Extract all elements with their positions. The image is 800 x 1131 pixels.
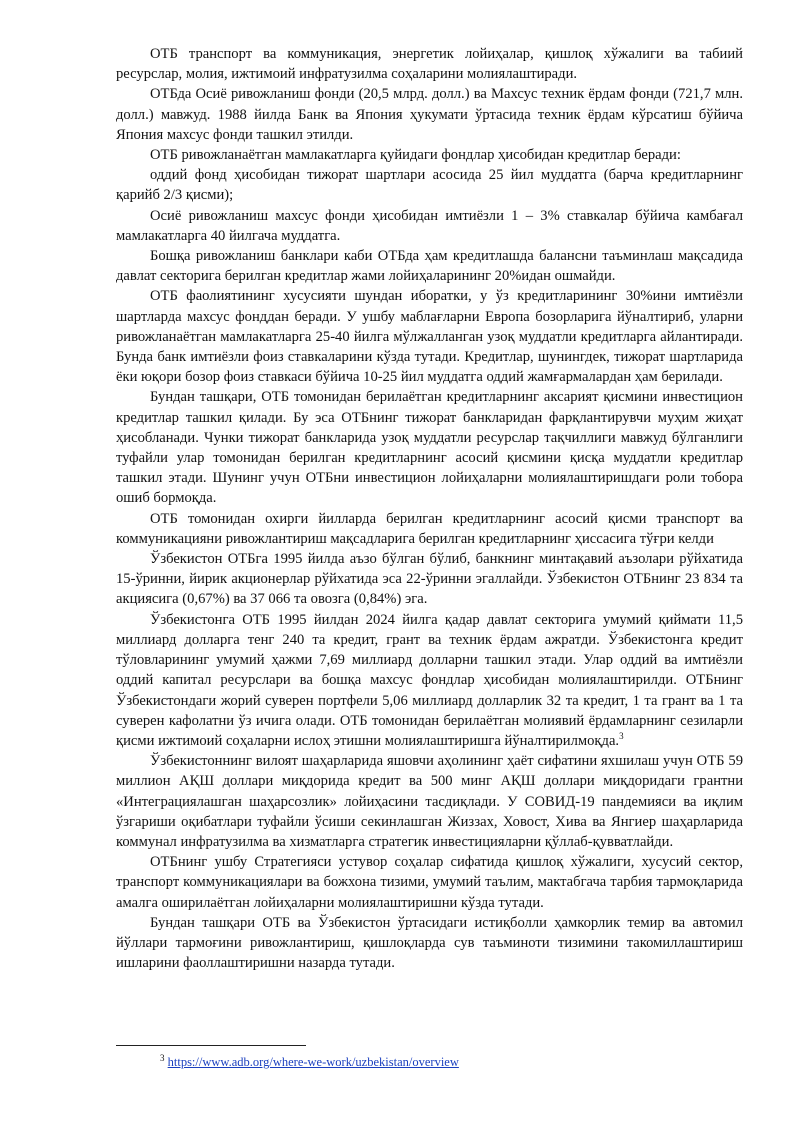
footnote [160, 1052, 459, 1070]
paragraph-10: Ўзбекистон ОТБга 1995 йилда аъзо бўлган бўлиб, банкнинг минтақавий аъзолари рўйхатида 15-ўринни, йирик акционерлар рўйхатида эса 22-ўринни эгаллайди. Ўзбекистон ОТБнинг 23 834 та акциясига (0,67%) ва 37 066 та овозга (0,84%) эга. [116, 551, 743, 608]
document-body [116, 44, 743, 973]
paragraph-1: ОТБ транспорт ва коммуникация, энергетик лойиҳалар, қишлоқ хўжалиги ва табиий ресурслар, молия, ижтимоий инфратузилма соҳаларини молиялаштиради. [116, 46, 743, 83]
paragraph-11-text: Ўзбекистонга ОТБ 1995 йилдан 2024 йилга қадар давлат секторига умумий қиймати 11,5 миллиард долларга тенг 240 та кредит, грант ва техник ёрдам ажратди. Ўзбекистонга кредит тўловларининг умумий ҳажми 7,69 миллиард долларни ташкил этади. Улар оддий ва имтиёзли оддий капитал ресурслари ва бошқа махсус фондлар ҳисобидан молиялаштирилди. ОТБнинг Ўзбекистондаги жорий суверен портфели 5,06 миллиард долларлик 32 та кредит, 1 та грант ва 1 та суверен кафолатни ўз ичига олади. ОТБ томонидан берилаётган молиявий ёрдамларнинг сезиларли қисми ижтимоий соҳаларни ислоҳ этишни молиялаштиришга йўналтирилмоқда. [116, 611, 743, 749]
paragraph-12: Ўзбекистоннинг вилоят шаҳарларида яшовчи аҳолининг ҳаёт сифатини яхшилаш учун ОТБ 59 миллион АҚШ доллари миқдорида кредит ва 500 минг АҚШ доллари миқдоридаги грантни «Интеграциялашган шаҳарсозлик» лойиҳасини тасдиқлади. У СОВИД-19 пандемияси ва иқлим ўзгариши оқибатлари туфайли ўсиши секинлашган Жиззах, Ховост, Хива ва Янгиер шаҳарларида коммунал инфратузилма ва хизматларга стратегик инвестицияларни қўллаб-қувватлайди. [116, 753, 743, 850]
paragraph-8: Бундан ташқари, ОТБ томонидан берилаётган кредитларнинг аксарият қисмини инвестицион кредитлар ташкил қилади. Бу эса ОТБнинг тижорат банкларидан фарқлантирувчи муҳим жиҳат ҳисобланади. Чунки тижорат банкларида узоқ муддатли ресурслар тақчиллиги мавжуд бўлганлиги туфайли улар томонидан берилган кредитларнинг асосий қисмини қисқа муддатли кредитлар ташкил этади. Шунинг учун ОТБни инвестицион лойиҳаларни молиялаштиришдаги роли тобора ошиб бормоқда. [116, 389, 743, 507]
paragraph-3: ОТБ ривожланаётган мамлакатларга қуйидаги фондлар ҳисобидан кредитлар беради: [150, 147, 681, 164]
footnote-reference[interactable]: 3 [619, 731, 624, 742]
paragraph-13: ОТБнинг ушбу Стратегияси устувор соҳалар сифатида қишлоқ хўжалиги, хусусий сектор, транспорт коммуникациялари ва божхона тизими, умумий таълим, мактабгача тарбия тармоқларида амалга оширилаётган лойиҳаларни молиялаштиришни кўзда тутади. [116, 854, 743, 911]
paragraph-6: Бошқа ривожланиш банклари каби ОТБда ҳам кредитлашда балансни таъминлаш мақсадида давлат секторига берилган кредитлар жами лойиҳаларининг 20%идан ошмайди. [116, 248, 743, 285]
list-item-ordinary-fund: оддий фонд ҳисобидан тижорат шартлари асосида 25 йил муддатга (барча кредитларнинг қарийб 2/3 қисми); [116, 167, 743, 204]
paragraph-11 [116, 610, 743, 751]
footnote-separator [116, 1045, 306, 1046]
footnote-number: 3 [160, 1052, 165, 1063]
paragraph-9: ОТБ томонидан охирги йилларда берилган кредитларнинг асосий қисми транспорт ва коммуникацияни ривожлантириш мақсадларига берилган кредитларнинг ҳиссасига тўғри келди [116, 510, 743, 547]
footnote-link[interactable]: https://www.adb.org/where-we-work/uzbekistan/overview [167, 1055, 459, 1069]
list-item-special-fund: Осиё ривожланиш махсус фонди ҳисобидан имтиёзли 1 – 3% ставкалар бўйича камбағал мамлакатларга 40 йилгача муддатга. [116, 207, 743, 244]
paragraph-14: Бундан ташқари ОТБ ва Ўзбекистон ўртасидаги истиқболли ҳамкорлик темир ва автомил йўллари тармоғини ривожлантириш, қишлоқларда сув таъминоти тизимини такомиллаштириш ишларини фаоллаштиришни назарда тутади. [116, 914, 743, 972]
paragraph-2: ОТБда Осиё ривожланиш фонди (20,5 млрд. долл.) ва Махсус техник ёрдам фонди (721,7 млн. долл.) мавжуд. 1988 йилда Банк ва Япония ҳукумати ўртасида техник ёрдам кўрсатиш бўйича Япония махсус фонди ташкил этилди. [116, 86, 743, 143]
paragraph-7: ОТБ фаолиятининг хусусияти шундан иборатки, у ўз кредитларининг 30%ини имтиёзли шартларда махсус фонддан беради. У ушбу маблағларни Европа бозорларига йўналтириб, уларни ривожланаётган мамлакатларга 25-40 йилга мўлжалланган узоқ муддатли кредитларга айлантиради. Бунда банк имтиёзли фоиз ставкаларини кўзда тутади. Кредитлар, шунингдек, тижорат шартларида ёки юқори бозор фоиз ставкаси бўйича 10-25 йил муддатга оддий жамғармалардан ҳам берилади. [116, 288, 743, 386]
